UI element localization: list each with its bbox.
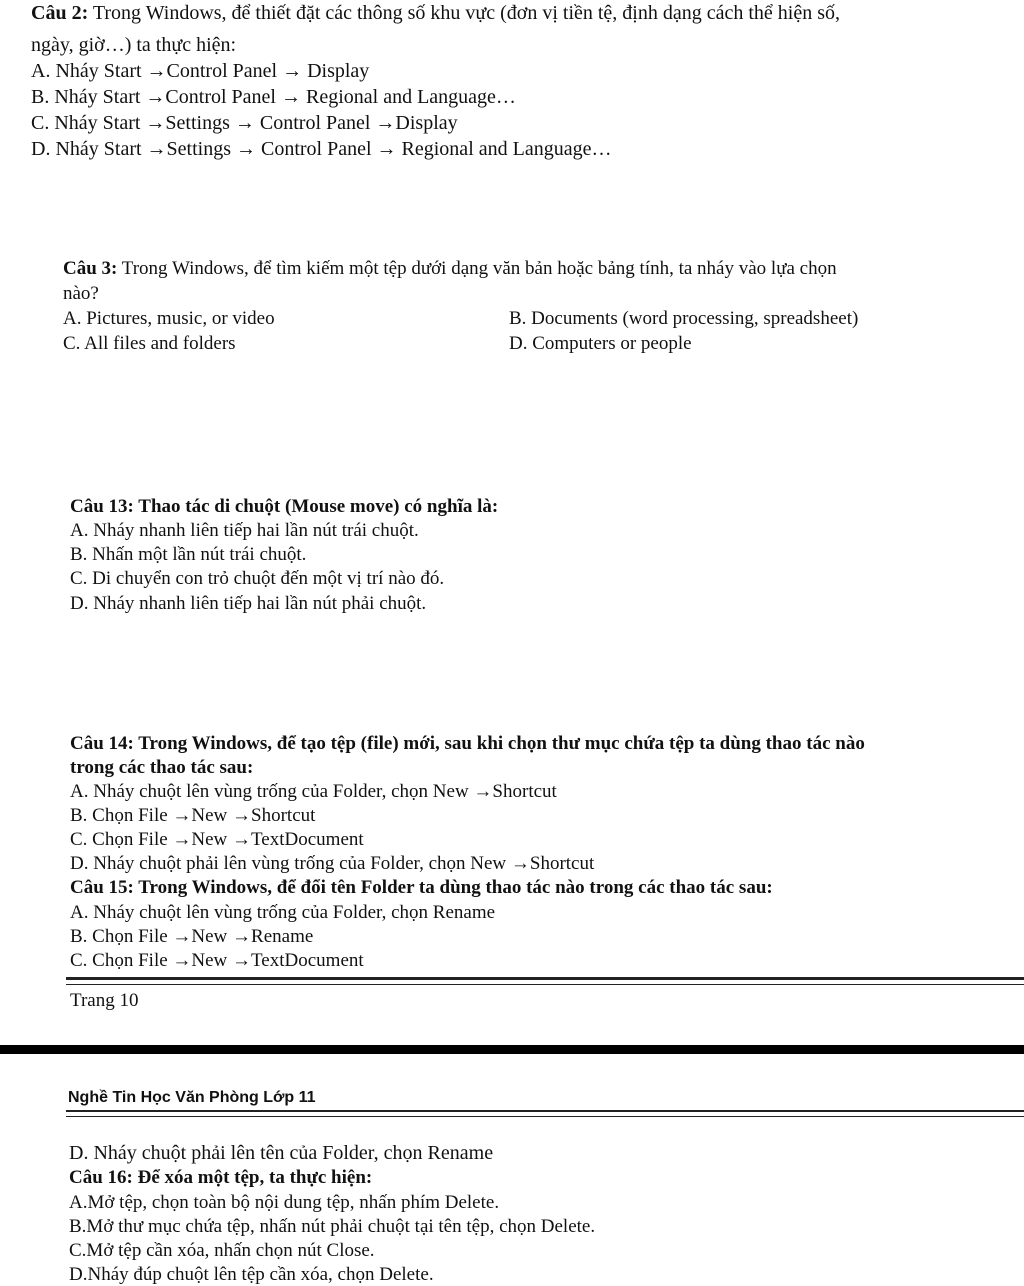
question-13-option-b: B. Nhấn một lần nút trái chuột. — [70, 544, 307, 565]
question-15-option-d: D. Nháy chuột phải lên tên của Folder, chọn Rename — [69, 1142, 494, 1164]
question-15-option-a: A. Nháy chuột lên vùng trống của Folder, chọn Rename — [70, 902, 496, 923]
question-2-option-a: A. Nháy Start →Control Panel → Display — [31, 60, 370, 82]
header-rule-bottom — [66, 1116, 1024, 1117]
question-14-title-1: Câu 14: Trong Windows, để tạo tệp (file) mới, sau khi chọn thư mục chứa tệp ta dùng thao tác nào — [70, 733, 865, 754]
question-13-option-a: A. Nháy nhanh liên tiếp hai lần nút trái chuột. — [70, 520, 419, 541]
question-3-line-1 — [63, 258, 837, 280]
question-3-option-a: A. Pictures, music, or video — [63, 308, 275, 329]
question-2-option-c: C. Nháy Start →Settings → Control Panel →Display — [31, 112, 458, 134]
page-number: Trang 10 — [70, 990, 139, 1011]
page-header-title: Nghề Tin Học Văn Phòng Lớp 11 — [68, 1089, 316, 1106]
question-3-text-1: Trong Windows, để tìm kiếm một tệp dưới dạng văn bản hoặc bảng tính, ta nháy vào lựa chọn — [121, 258, 837, 279]
question-2-text-1: Trong Windows, để thiết đặt các thông số khu vực (đơn vị tiền tệ, định dạng cách thể hiện số, — [92, 2, 841, 24]
question-13-option-c: C. Di chuyển con trỏ chuột đến một vị trí nào đó. — [70, 568, 445, 589]
question-13-option-d: D. Nháy nhanh liên tiếp hai lần nút phải chuột. — [70, 593, 427, 614]
question-3-text-2: nào? — [63, 283, 99, 304]
question-16-option-b: B.Mở thư mục chứa tệp, nhấn nút phải chuột tại tên tệp, chọn Delete. — [69, 1216, 596, 1237]
footer-rule-top — [66, 977, 1024, 980]
question-15-option-b: B. Chọn File →New →Rename — [70, 926, 314, 947]
page-break-bar — [0, 1045, 1024, 1054]
question-3-option-c: C. All files and folders — [63, 333, 236, 354]
question-3-option-b: B. Documents (word processing, spreadsheet) — [509, 308, 859, 329]
header-rule-top — [66, 1110, 1024, 1112]
question-14-option-c: C. Chọn File →New →TextDocument — [70, 829, 364, 850]
question-13-title: Câu 13: Thao tác di chuột (Mouse move) có nghĩa là: — [70, 496, 499, 517]
question-16-option-a: A.Mở tệp, chọn toàn bộ nội dung tệp, nhấn phím Delete. — [69, 1192, 500, 1213]
question-15-option-c: C. Chọn File →New →TextDocument — [70, 950, 364, 971]
question-2-line-1 — [31, 2, 840, 24]
question-2-text-2: ngày, giờ…) ta thực hiện: — [31, 34, 237, 56]
question-3-option-d: D. Computers or people — [509, 333, 692, 354]
question-16-option-c: C.Mở tệp cần xóa, nhấn chọn nút Close. — [69, 1240, 375, 1261]
question-16-option-d: D.Nháy đúp chuột lên tệp cần xóa, chọn Delete. — [69, 1264, 434, 1285]
question-2-option-d: D. Nháy Start →Settings → Control Panel → Regional and Language… — [31, 138, 612, 160]
question-15-title: Câu 15: Trong Windows, để đổi tên Folder ta dùng thao tác nào trong các thao tác sau: — [70, 877, 773, 898]
question-3-label: Câu 3: — [63, 258, 118, 279]
question-14-option-d: D. Nháy chuột phải lên vùng trống của Folder, chọn New →Shortcut — [70, 853, 595, 874]
question-2-label: Câu 2: — [31, 2, 89, 24]
question-2-option-b: B. Nháy Start →Control Panel → Regional and Language… — [31, 86, 516, 108]
question-14-option-a: A. Nháy chuột lên vùng trống của Folder, chọn New →Shortcut — [70, 781, 557, 802]
question-16-title: Câu 16: Để xóa một tệp, ta thực hiện: — [69, 1167, 373, 1188]
question-14-title-2: trong các thao tác sau: — [70, 757, 254, 778]
footer-rule-bottom — [66, 984, 1024, 985]
question-14-option-b: B. Chọn File →New →Shortcut — [70, 805, 316, 826]
